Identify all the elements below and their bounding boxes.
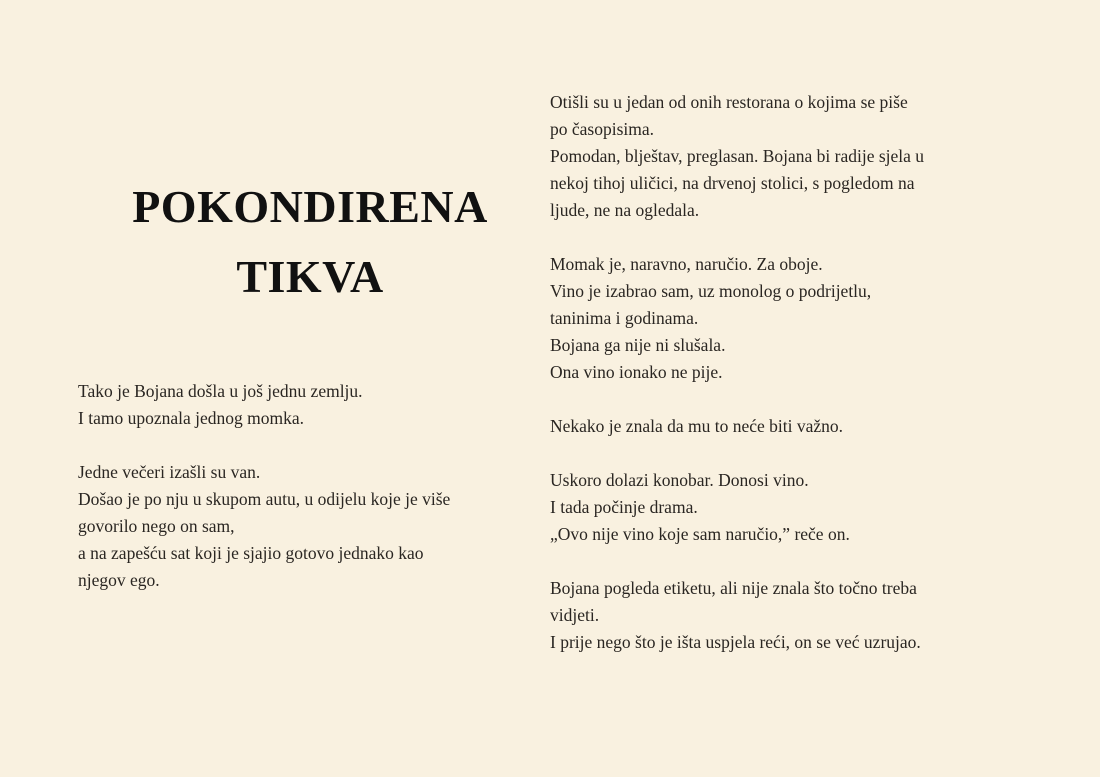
text-line: I tamo upoznala jednog momka.: [78, 408, 304, 428]
left-column-text: [78, 378, 450, 594]
story-title: [80, 172, 540, 312]
text-line: govorilo nego on sam,: [78, 516, 235, 536]
text-line: Vino je izabrao sam, uz monolog o podrijetlu,: [550, 281, 872, 301]
text-line: Ona vino ionako ne pije.: [550, 362, 723, 382]
text-line: Jedne večeri izašli su van.: [78, 462, 261, 482]
text-line: Bojana pogleda etiketu, ali nije znala što točno treba: [550, 578, 917, 598]
text-line: I prije nego što je išta uspjela reći, on se već uzrujao.: [550, 632, 921, 652]
text-line: I tada počinje drama.: [550, 497, 698, 517]
text-line: Došao je po nju u skupom autu, u odijelu koje je više: [78, 489, 451, 509]
text-line: Momak je, naravno, naručio. Za oboje.: [550, 254, 823, 274]
title-line-1: POKONDIRENA: [132, 181, 488, 232]
text-line: taninima i godinama.: [550, 308, 699, 328]
blank-line: [550, 224, 924, 251]
text-line: Otišli su u jedan od onih restorana o kojima se piše: [550, 92, 908, 112]
text-line: Pomodan, blještav, preglasan. Bojana bi radije sjela u: [550, 146, 925, 166]
text-line: nekoj tihoj uličici, na drvenoj stolici, s pogledom na: [550, 173, 915, 193]
blank-line: [78, 432, 450, 459]
text-line: Uskoro dolazi konobar. Donosi vino.: [550, 470, 809, 490]
right-column-text: [550, 89, 924, 656]
text-line: vidjeti.: [550, 605, 600, 625]
text-line: ljude, ne na ogledala.: [550, 200, 700, 220]
blank-line: [550, 548, 924, 575]
text-line: Nekako je znala da mu to neće biti važno.: [550, 416, 844, 436]
blank-line: [550, 386, 924, 413]
text-line: a na zapešću sat koji je sjajio gotovo jednako kao: [78, 543, 424, 563]
text-line: po časopisima.: [550, 119, 655, 139]
text-line: Tako je Bojana došla u još jednu zemlju.: [78, 381, 363, 401]
text-line: Bojana ga nije ni slušala.: [550, 335, 726, 355]
text-line: „Ovo nije vino koje sam naručio,” reče on.: [550, 524, 850, 544]
text-line: njegov ego.: [78, 570, 160, 590]
title-line-2: TIKVA: [236, 251, 384, 302]
blank-line: [550, 440, 924, 467]
